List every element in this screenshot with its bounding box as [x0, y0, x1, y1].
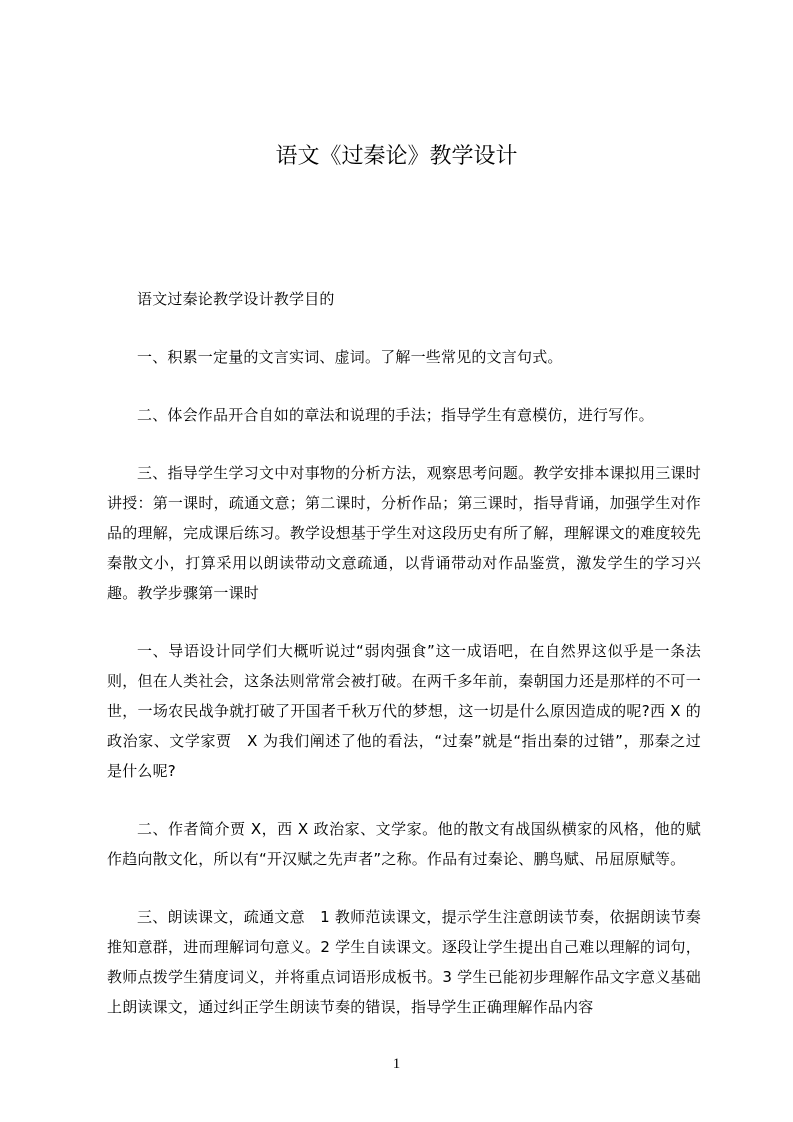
- paragraph-objective-2: 二、体会作品开合自如的章法和说理的手法；指导学生有意模仿，进行写作。: [137, 406, 654, 424]
- page-number: 1: [392, 1056, 401, 1072]
- paragraph-author-introduction: 二、作者简介贾 X，西 X 政治家、文学家。他的散文有战国纵横家的风格，他的赋作趋向散文化，所以有“开汉赋之先声者”之称。作品有过秦论、鹏鸟赋、吊屈原赋等。: [107, 820, 701, 868]
- paragraph-reading-the-text: 三、朗读课文，疏通文意 1 教师范读课文，提示学生注意朗读节奏，依据朗读节奏推知意群，进而理解词句意义。2 学生自读课文。逐段让学生提出自己难以理解的词句，教师点拨学生猜度词义，并将重点词语形成板书。3 学生已能初步理解作品文字意义基础上朗读课文，通过纠正学生朗读节奏的错误，指导学生正确理解作品内容: [107, 908, 701, 1016]
- paragraph-objective-1: 一、积累一定量的文言实词、虚词。了解一些常见的文言句式。: [137, 348, 563, 366]
- document-title: 语文《过秦论》教学设计: [275, 144, 518, 169]
- paragraph-introduction-design: 一、导语设计同学们大概听说过“弱肉强食”这一成语吧，在自然界这似乎是一条法则，但在人类社会，这条法则常常会被打破。在两千多年前，秦朝国力还是那样的不可一世，一场农民战争就打破了开国者千秋万代的梦想，这一切是什么原因造成的呢?西 X 的政治家、文学家贾 X 为我们阐述了他的看法，“过秦”就是“指出秦的过错”，那秦之过是什么呢?: [107, 642, 701, 780]
- paragraph-teaching-objectives-heading: 语文过秦论教学设计教学目的: [137, 290, 335, 308]
- document-body: [107, 284, 701, 1022]
- paragraph-objective-3: 三、指导学生学习文中对事物的分析方法，观察思考问题。教学安排本课拟用三课时讲授：第一课时，疏通文意；第二课时，分析作品；第三课时，指导背诵，加强学生对作品的理解，完成课后练习。教学设想基于学生对这段历史有所了解，理解课文的难度较先秦散文小，打算采用以朗读带动文意疏通，以背诵带动对作品鉴赏，激发学生的学习兴趣。教学步骤第一课时: [107, 464, 701, 602]
